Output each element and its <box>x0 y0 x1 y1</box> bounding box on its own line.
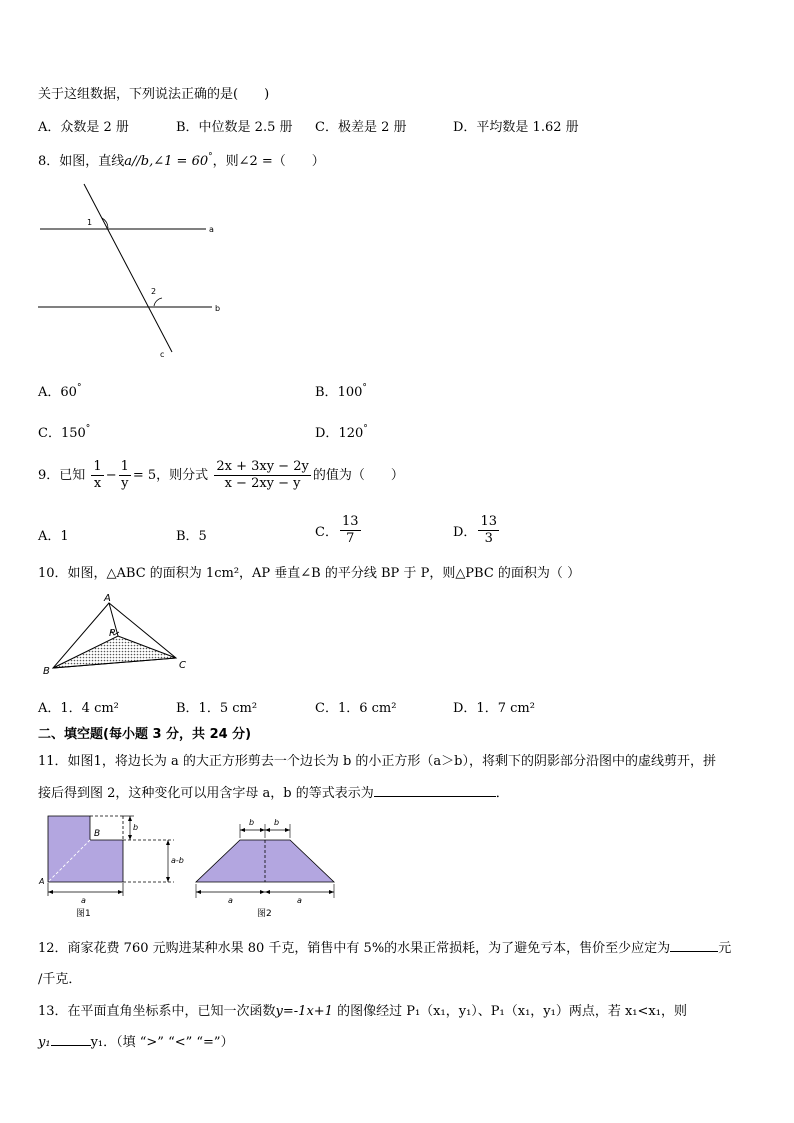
q9-option-b: B．5 <box>176 529 207 544</box>
q11-line1: 11．如图1，将边长为 a 的大正方形剪去一个边长为 b 的小正方形（a＞b），将剩下的阴影部分沿图中的虚线剪开，拼 <box>38 754 716 769</box>
q10-option-c: C．1．6 cm² <box>315 701 397 716</box>
q9-option-c: C． $\frac{13}{7}$ <box>315 514 359 546</box>
q8-label-2: 2 <box>151 287 157 296</box>
q8-label-1: 1 <box>87 218 93 227</box>
q13-line1: 13．在平面直角坐标系中，已知一次函数y=-1x+1 的图像经过 P₁（x₁，y₁）、P₁（x₁，y₁）两点，若 x₁<x₁，则 <box>38 1004 687 1019</box>
q8-stem-pre: 8．如图，直线 <box>38 154 125 169</box>
section-title: 二、填空题(每小题 3 分，共 24 分) <box>38 727 252 742</box>
q12-line2: /千克． <box>38 972 82 987</box>
q8-option-a: A．60° <box>38 383 82 400</box>
q8-figure-parallel-lines <box>36 180 246 360</box>
q10-triangle-figure <box>40 590 200 680</box>
q11-fig1-caption: 图1 <box>76 909 91 919</box>
q11-figure <box>34 808 344 920</box>
q11-fig2-label-a2: a <box>297 896 302 905</box>
q8-label-a: a <box>209 225 214 234</box>
q7-option-a: A．众数是 2 册 <box>38 120 129 135</box>
q11-fig1-label-amb: a-b <box>171 856 184 865</box>
q11-answer-blank <box>374 796 496 797</box>
q11-fig1-label-b: b <box>133 823 139 832</box>
q12-answer-blank <box>670 951 718 952</box>
q9-option-d: D． $\frac{13}{3}$ <box>453 514 497 546</box>
q8-label-b: b <box>215 304 221 313</box>
q11-label-B: B <box>94 829 101 839</box>
q8-stem-deg: ° <box>208 152 213 162</box>
q9-option-a: A．1 <box>38 529 69 544</box>
q11-fig2-label-a1: a <box>228 896 233 905</box>
q11-line2: 接后得到图 2，这种变化可以用含字母 a，b 的等式表示为 ． <box>38 786 509 801</box>
q8-option-c: C．150° <box>38 424 91 441</box>
q12-line1: 12．商家花费 760 元购进某种水果 80 千克，销售中有 5%的水果正常损耗，为了避免亏本，售价至少应定为 元 <box>38 941 732 956</box>
q11-fig2-label-b1: b <box>249 818 255 827</box>
q10-stem: 10．如图，△ABC 的面积为 1cm²，AP 垂直∠B 的平分线 BP 于 P，则△PBC 的面积为（ ） <box>38 566 581 581</box>
q10-option-b: B．1．5 cm² <box>176 701 258 716</box>
q9-fraction-expr: $\frac{2x + 3xy - 2y}{x - 2xy - y}$ <box>216 459 309 491</box>
q10-label-b: B <box>43 666 50 677</box>
q11-fig2-label-b2: b <box>274 818 280 827</box>
q8-stem-post: ，则∠2 =（ ） <box>212 154 325 169</box>
q13-answer-blank <box>51 1045 91 1046</box>
q8-option-b: B．100° <box>315 383 367 400</box>
q7-option-c: C．极差是 2 册 <box>315 120 407 135</box>
q9-fraction-1y: $\frac{1}{y}$ <box>120 459 129 491</box>
q10-label-p: P <box>109 628 116 639</box>
q9-fraction-1x: $\frac{1}{x}$ <box>93 459 102 491</box>
q7-stem: 关于这组数据，下列说法正确的是( ) <box>38 87 270 102</box>
q13-line2: y₁ y₁．（填 “>” “<” “=”） <box>38 1035 234 1050</box>
q8-stem <box>38 150 325 169</box>
q10-label-a: A <box>104 593 111 604</box>
q10-option-a: A．1．4 cm² <box>38 701 119 716</box>
q10-label-c: C <box>179 660 186 671</box>
q11-label-A: A <box>39 877 45 886</box>
q7-option-b: B．中位数是 2.5 册 <box>176 120 293 135</box>
q8-stem-math: a//b,∠1 = 60 <box>124 154 209 169</box>
q8-option-d: D．120° <box>315 424 368 441</box>
q8-label-c: c <box>160 350 165 359</box>
q7-option-d: D．平均数是 1.62 册 <box>453 120 579 135</box>
q11-fig2-caption: 图2 <box>257 909 272 919</box>
q11-fig1-label-a: a <box>81 896 86 905</box>
q9-stem: 9．已知 $\frac{1}{x}$ − $\frac{1}{y}$ = 5，则分式 $\frac{2x + 3xy - 2y}{x - 2xy - y}$ 的值为（ ） <box>38 459 404 491</box>
q10-option-d: D．1．7 cm² <box>453 701 535 716</box>
q13-function: y=-1x+1 <box>275 1004 333 1019</box>
